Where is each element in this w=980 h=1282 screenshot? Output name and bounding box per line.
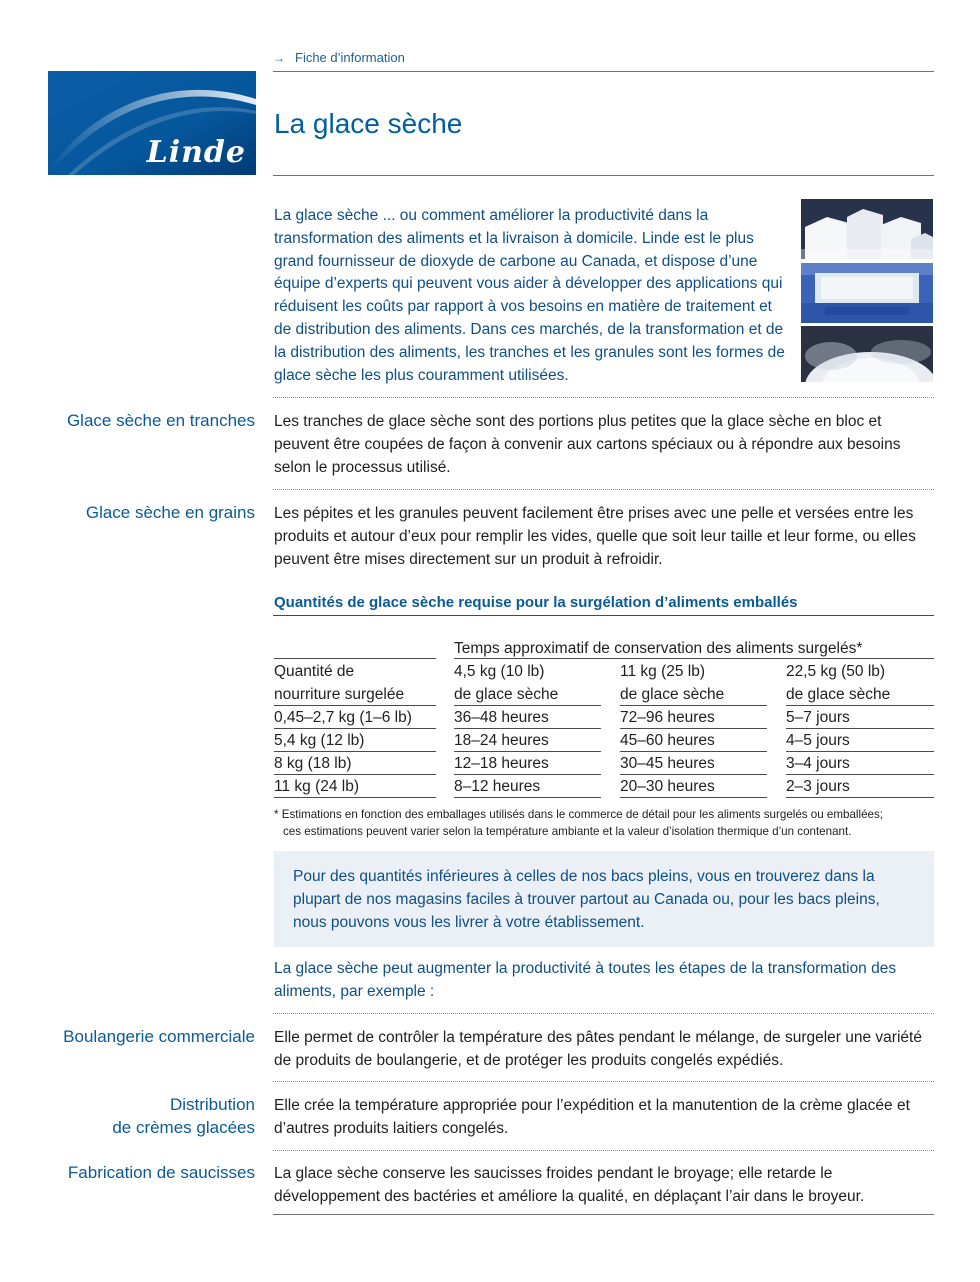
table-heading: Quantités de glace sèche requise pour la surgélation d’aliments emballés bbox=[274, 594, 798, 611]
table-rule bbox=[454, 751, 601, 752]
table-column-header-line: de glace sèche bbox=[786, 685, 891, 703]
table-column-header-line: Quantité de bbox=[274, 663, 355, 680]
section-label-tranches: Glace sèche en tranches bbox=[66, 411, 255, 430]
dry-ice-container-image bbox=[801, 263, 933, 323]
table-column-header-line: 11 kg (25 lb) bbox=[620, 663, 706, 680]
table-cell: 72–96 heures bbox=[620, 709, 715, 726]
divider bbox=[273, 1081, 934, 1082]
table-rule bbox=[620, 728, 767, 729]
table-rule bbox=[620, 774, 767, 775]
table-rule bbox=[274, 751, 436, 752]
table-rule bbox=[274, 658, 436, 659]
table-cell: 45–60 heures bbox=[620, 732, 715, 749]
dry-ice-pellets-image bbox=[801, 326, 933, 386]
table-column-header bbox=[786, 661, 890, 707]
table-rule bbox=[786, 705, 934, 706]
table-cell: 8 kg (18 lb) bbox=[274, 755, 352, 772]
callout-text: Pour des quantités inférieures à celles de nos bacs pleins, vous en trouverez dans la plupart de nos magasins faciles à trouver partout au Canada ou, pour les bacs pleins, nous pouvons vous les livrer à votre établissement. bbox=[293, 868, 880, 931]
header-rule-bottom bbox=[273, 175, 934, 176]
table-group-header: Temps approximatif de conservation des aliments surgelés* bbox=[454, 640, 863, 657]
header-rule-top bbox=[273, 71, 934, 72]
section-label-line: Distribution bbox=[169, 1095, 255, 1114]
section-label-boulangerie: Boulangerie commerciale bbox=[63, 1027, 255, 1046]
section-label-grains: Glace sèche en grains bbox=[85, 503, 255, 522]
section-label-saucisses: Fabrication de saucisses bbox=[67, 1163, 255, 1182]
divider bbox=[273, 1150, 934, 1151]
logo-wordmark: Linde bbox=[146, 135, 246, 170]
table-rule bbox=[620, 797, 767, 798]
table-rule bbox=[786, 774, 934, 775]
table-rule bbox=[620, 705, 767, 706]
divider bbox=[273, 489, 934, 490]
table-cell: 3–4 jours bbox=[786, 755, 850, 772]
table-rule bbox=[620, 751, 767, 752]
table-cell: 30–45 heures bbox=[620, 755, 715, 772]
arrow-right-icon: → bbox=[273, 51, 285, 65]
section-text-boulangerie: Elle permet de contrôler la température des pâtes pendant le mélange, de surgeler une variété de produits de boulangerie, et de protéger les produits congelés expédiés. bbox=[274, 1029, 922, 1069]
footnote-line: * Estimations en fonction des emballages utilisés dans le commerce de détail pour les aliments surgelés ou emballées; bbox=[274, 808, 883, 821]
section-label-line: de crèmes glacées bbox=[112, 1118, 255, 1137]
page-title: La glace sèche bbox=[274, 108, 463, 139]
table-cell: 4–5 jours bbox=[786, 732, 850, 749]
table-cell: 2–3 jours bbox=[786, 778, 850, 795]
table-column-header-line: de glace sèche bbox=[454, 685, 559, 703]
productivity-lead: La glace sèche peut augmenter la productivité à toutes les étapes de la transformation des aliments, par exemple : bbox=[274, 960, 897, 1000]
table-rule bbox=[454, 774, 601, 775]
section-text-grains: Les pépites et les granules peuvent facilement être prises avec une pelle et versées entre les produits et autour d’eux pour remplir les vides, quelle que soit leur taille et leur forme, ou elles peuvent être mises directement sur un produit à refroidir. bbox=[274, 505, 916, 568]
table-cell: 12–18 heures bbox=[454, 755, 549, 772]
section-label-distribution bbox=[112, 1093, 255, 1139]
table-column-header bbox=[454, 661, 558, 707]
table-footnote bbox=[274, 806, 883, 840]
table-rule bbox=[274, 705, 436, 706]
table-rule bbox=[786, 797, 934, 798]
table-rule bbox=[274, 774, 436, 775]
linde-logo bbox=[48, 71, 256, 175]
table-rule bbox=[454, 728, 601, 729]
table-cell: 18–24 heures bbox=[454, 732, 549, 749]
table-cell: 36–48 heures bbox=[454, 709, 549, 726]
table-column-header-line: 22,5 kg (50 lb) bbox=[786, 663, 886, 680]
divider bbox=[273, 1013, 934, 1014]
footer-rule bbox=[273, 1214, 934, 1215]
table-rule bbox=[454, 658, 934, 659]
divider bbox=[273, 397, 934, 398]
table-cell: 5,4 kg (12 lb) bbox=[274, 732, 365, 749]
section-text-saucisses: La glace sèche conserve les saucisses froides pendant le broyage; elle retarde le développement des bactéries et améliore la qualité, en déplaçant l’air dans le broyeur. bbox=[274, 1165, 865, 1205]
breadcrumb-label: Fiche d’information bbox=[295, 50, 405, 65]
table-rule bbox=[454, 797, 601, 798]
table-column-header-line: de glace sèche bbox=[620, 685, 725, 703]
breadcrumb[interactable] bbox=[273, 50, 405, 65]
table-column-header-line: nourriture surgelée bbox=[274, 685, 405, 703]
dry-ice-blocks-image bbox=[801, 199, 933, 259]
table-rule bbox=[786, 751, 934, 752]
table-rule bbox=[786, 728, 934, 729]
table-rule bbox=[274, 728, 436, 729]
section-text-distribution: Elle crée la température appropriée pour l’expédition et la manutention de la crème glacée et d’autres produits laitiers congelés. bbox=[274, 1097, 910, 1137]
table-rule bbox=[274, 797, 436, 798]
intro-paragraph: La glace sèche ... ou comment améliorer la productivité dans la transformation des aliments et la livraison à domicile. Linde est le plus grand fournisseur de dioxyde de carbone au Canada, et dispose d’une équipe d’experts qui peuvent vous aider à développer des applications qui réduisent les coûts par rapport à vos besoins en matière de traitement et de distribution des aliments. Dans ces marchés, de la transformation et de la distribution des aliments, les tranches et les granules sont les formes de glace sèche les plus couramment utilisées. bbox=[274, 207, 785, 384]
table-cell: 0,45–2,7 kg (1–6 lb) bbox=[274, 709, 412, 726]
footnote-line: ces estimations peuvent varier selon la température ambiante et la valeur d’isolation thermique d’un contenant. bbox=[283, 825, 852, 838]
table-column-header bbox=[620, 661, 724, 707]
table-cell: 5–7 jours bbox=[786, 709, 850, 726]
table-column-header bbox=[274, 661, 404, 707]
table-heading-rule bbox=[273, 615, 934, 616]
section-text-tranches: Les tranches de glace sèche sont des portions plus petites que la glace sèche en bloc et peuvent être coupées de façon à convenir aux cartons spéciaux ou à répondre aux besoins selon le processus utilisé. bbox=[274, 413, 901, 476]
table-cell: 20–30 heures bbox=[620, 778, 715, 795]
table-cell: 11 kg (24 lb) bbox=[274, 778, 360, 795]
table-cell: 8–12 heures bbox=[454, 778, 541, 795]
table-rule bbox=[454, 705, 601, 706]
table-column-header-line: 4,5 kg (10 lb) bbox=[454, 663, 545, 680]
